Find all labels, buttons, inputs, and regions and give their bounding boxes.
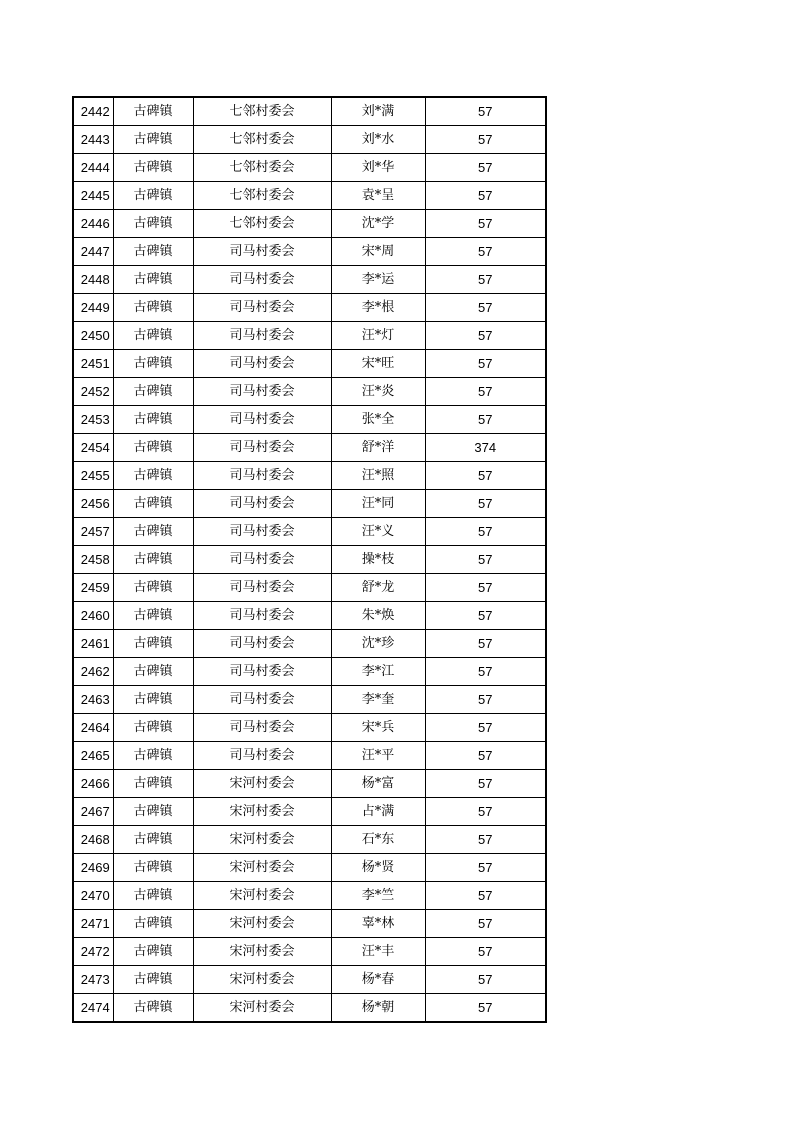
town-cell: 古碑镇: [113, 602, 193, 630]
person-name-cell: 沈*学: [331, 210, 425, 238]
village-cell: 宋河村委会: [193, 882, 331, 910]
village-cell: 司马村委会: [193, 238, 331, 266]
person-name-cell: 李*江: [331, 658, 425, 686]
village-cell: 司马村委会: [193, 434, 331, 462]
person-name-cell: 占*满: [331, 798, 425, 826]
town-cell: 古碑镇: [113, 882, 193, 910]
row-number-cell: 2466: [73, 770, 113, 798]
row-number-cell: 2453: [73, 406, 113, 434]
row-number-cell: 2472: [73, 938, 113, 966]
town-cell: 古碑镇: [113, 154, 193, 182]
table-row: [73, 518, 546, 546]
row-number-cell: 2471: [73, 910, 113, 938]
table-row: [73, 742, 546, 770]
amount-cell: 57: [425, 350, 546, 378]
village-cell: 司马村委会: [193, 714, 331, 742]
person-name-cell: 宋*周: [331, 238, 425, 266]
village-cell: 宋河村委会: [193, 938, 331, 966]
town-cell: 古碑镇: [113, 266, 193, 294]
town-cell: 古碑镇: [113, 294, 193, 322]
town-cell: 古碑镇: [113, 798, 193, 826]
village-cell: 七邻村委会: [193, 154, 331, 182]
person-name-cell: 宋*旺: [331, 350, 425, 378]
town-cell: 古碑镇: [113, 938, 193, 966]
row-number-cell: 2459: [73, 574, 113, 602]
village-cell: 司马村委会: [193, 406, 331, 434]
village-cell: 司马村委会: [193, 602, 331, 630]
village-cell: 司马村委会: [193, 462, 331, 490]
village-cell: 司马村委会: [193, 294, 331, 322]
table-row: [73, 602, 546, 630]
row-number-cell: 2460: [73, 602, 113, 630]
table-row: [73, 294, 546, 322]
town-cell: 古碑镇: [113, 910, 193, 938]
town-cell: 古碑镇: [113, 462, 193, 490]
row-number-cell: 2469: [73, 854, 113, 882]
amount-cell: 57: [425, 602, 546, 630]
amount-cell: 57: [425, 882, 546, 910]
amount-cell: 57: [425, 630, 546, 658]
table-body: [73, 97, 546, 1022]
person-name-cell: 李*奎: [331, 686, 425, 714]
table-row: [73, 266, 546, 294]
village-cell: 司马村委会: [193, 546, 331, 574]
town-cell: 古碑镇: [113, 126, 193, 154]
table-row: [73, 854, 546, 882]
amount-cell: 57: [425, 546, 546, 574]
village-cell: 宋河村委会: [193, 854, 331, 882]
amount-cell: 57: [425, 378, 546, 406]
amount-cell: 57: [425, 126, 546, 154]
row-number-cell: 2452: [73, 378, 113, 406]
table-row: [73, 686, 546, 714]
village-cell: 司马村委会: [193, 518, 331, 546]
town-cell: 古碑镇: [113, 546, 193, 574]
village-cell: 司马村委会: [193, 658, 331, 686]
row-number-cell: 2443: [73, 126, 113, 154]
row-number-cell: 2457: [73, 518, 113, 546]
row-number-cell: 2442: [73, 97, 113, 126]
table-row: [73, 210, 546, 238]
row-number-cell: 2470: [73, 882, 113, 910]
table-row: [73, 798, 546, 826]
village-cell: 司马村委会: [193, 630, 331, 658]
town-cell: 古碑镇: [113, 350, 193, 378]
town-cell: 古碑镇: [113, 658, 193, 686]
person-name-cell: 李*竺: [331, 882, 425, 910]
village-cell: 司马村委会: [193, 490, 331, 518]
person-name-cell: 杨*富: [331, 770, 425, 798]
table-row: [73, 910, 546, 938]
person-name-cell: 张*全: [331, 406, 425, 434]
table-row: [73, 238, 546, 266]
amount-cell: 57: [425, 714, 546, 742]
town-cell: 古碑镇: [113, 686, 193, 714]
person-name-cell: 刘*满: [331, 97, 425, 126]
row-number-cell: 2447: [73, 238, 113, 266]
person-name-cell: 杨*贤: [331, 854, 425, 882]
table-row: [73, 882, 546, 910]
amount-cell: 57: [425, 97, 546, 126]
amount-cell: 57: [425, 182, 546, 210]
row-number-cell: 2473: [73, 966, 113, 994]
row-number-cell: 2467: [73, 798, 113, 826]
village-cell: 司马村委会: [193, 574, 331, 602]
amount-cell: 57: [425, 210, 546, 238]
table-row: [73, 322, 546, 350]
person-name-cell: 沈*珍: [331, 630, 425, 658]
person-name-cell: 杨*春: [331, 966, 425, 994]
person-name-cell: 汪*同: [331, 490, 425, 518]
row-number-cell: 2461: [73, 630, 113, 658]
person-name-cell: 操*枝: [331, 546, 425, 574]
row-number-cell: 2446: [73, 210, 113, 238]
village-cell: 司马村委会: [193, 266, 331, 294]
amount-cell: 57: [425, 294, 546, 322]
town-cell: 古碑镇: [113, 490, 193, 518]
person-name-cell: 舒*龙: [331, 574, 425, 602]
town-cell: 古碑镇: [113, 434, 193, 462]
village-cell: 七邻村委会: [193, 182, 331, 210]
village-cell: 司马村委会: [193, 350, 331, 378]
amount-cell: 57: [425, 742, 546, 770]
row-number-cell: 2463: [73, 686, 113, 714]
village-cell: 宋河村委会: [193, 910, 331, 938]
town-cell: 古碑镇: [113, 742, 193, 770]
table-row: [73, 658, 546, 686]
village-cell: 宋河村委会: [193, 994, 331, 1023]
row-number-cell: 2465: [73, 742, 113, 770]
village-cell: 七邻村委会: [193, 210, 331, 238]
row-number-cell: 2464: [73, 714, 113, 742]
person-name-cell: 宋*兵: [331, 714, 425, 742]
village-cell: 宋河村委会: [193, 770, 331, 798]
amount-cell: 57: [425, 798, 546, 826]
table-row: [73, 574, 546, 602]
person-name-cell: 舒*洋: [331, 434, 425, 462]
amount-cell: 57: [425, 854, 546, 882]
amount-cell: 374: [425, 434, 546, 462]
town-cell: 古碑镇: [113, 770, 193, 798]
town-cell: 古碑镇: [113, 630, 193, 658]
row-number-cell: 2444: [73, 154, 113, 182]
person-name-cell: 刘*水: [331, 126, 425, 154]
amount-cell: 57: [425, 658, 546, 686]
table-row: [73, 154, 546, 182]
table-row: [73, 490, 546, 518]
village-cell: 宋河村委会: [193, 966, 331, 994]
amount-cell: 57: [425, 938, 546, 966]
table-row: [73, 714, 546, 742]
person-name-cell: 朱*焕: [331, 602, 425, 630]
town-cell: 古碑镇: [113, 378, 193, 406]
town-cell: 古碑镇: [113, 406, 193, 434]
person-name-cell: 李*根: [331, 294, 425, 322]
person-name-cell: 汪*平: [331, 742, 425, 770]
table-row: [73, 826, 546, 854]
row-number-cell: 2474: [73, 994, 113, 1023]
table-row: [73, 97, 546, 126]
town-cell: 古碑镇: [113, 182, 193, 210]
row-number-cell: 2451: [73, 350, 113, 378]
village-cell: 宋河村委会: [193, 798, 331, 826]
town-cell: 古碑镇: [113, 238, 193, 266]
village-cell: 七邻村委会: [193, 97, 331, 126]
amount-cell: 57: [425, 238, 546, 266]
amount-cell: 57: [425, 966, 546, 994]
town-cell: 古碑镇: [113, 322, 193, 350]
town-cell: 古碑镇: [113, 210, 193, 238]
table-row: [73, 994, 546, 1023]
amount-cell: 57: [425, 518, 546, 546]
amount-cell: 57: [425, 406, 546, 434]
table-row: [73, 630, 546, 658]
person-name-cell: 杨*朝: [331, 994, 425, 1023]
village-cell: 司马村委会: [193, 742, 331, 770]
amount-cell: 57: [425, 154, 546, 182]
amount-cell: 57: [425, 490, 546, 518]
table-row: [73, 126, 546, 154]
table-row: [73, 546, 546, 574]
amount-cell: 57: [425, 910, 546, 938]
village-cell: 司马村委会: [193, 378, 331, 406]
person-name-cell: 汪*炎: [331, 378, 425, 406]
amount-cell: 57: [425, 322, 546, 350]
town-cell: 古碑镇: [113, 854, 193, 882]
person-name-cell: 汪*丰: [331, 938, 425, 966]
row-number-cell: 2448: [73, 266, 113, 294]
table-row: [73, 406, 546, 434]
amount-cell: 57: [425, 770, 546, 798]
table-row: [73, 434, 546, 462]
row-number-cell: 2462: [73, 658, 113, 686]
person-name-cell: 汪*义: [331, 518, 425, 546]
person-name-cell: 刘*华: [331, 154, 425, 182]
row-number-cell: 2454: [73, 434, 113, 462]
row-number-cell: 2449: [73, 294, 113, 322]
row-number-cell: 2455: [73, 462, 113, 490]
village-cell: 七邻村委会: [193, 126, 331, 154]
person-name-cell: 李*运: [331, 266, 425, 294]
table-row: [73, 938, 546, 966]
row-number-cell: 2450: [73, 322, 113, 350]
row-number-cell: 2468: [73, 826, 113, 854]
table-row: [73, 462, 546, 490]
amount-cell: 57: [425, 826, 546, 854]
village-cell: 司马村委会: [193, 322, 331, 350]
table-row: [73, 350, 546, 378]
row-number-cell: 2456: [73, 490, 113, 518]
town-cell: 古碑镇: [113, 826, 193, 854]
town-cell: 古碑镇: [113, 994, 193, 1023]
subsidy-list-table: [72, 96, 547, 1023]
table-row: [73, 182, 546, 210]
person-name-cell: 汪*灯: [331, 322, 425, 350]
table-row: [73, 378, 546, 406]
table-row: [73, 966, 546, 994]
amount-cell: 57: [425, 462, 546, 490]
town-cell: 古碑镇: [113, 714, 193, 742]
person-name-cell: 辜*林: [331, 910, 425, 938]
amount-cell: 57: [425, 994, 546, 1023]
town-cell: 古碑镇: [113, 966, 193, 994]
person-name-cell: 汪*照: [331, 462, 425, 490]
amount-cell: 57: [425, 574, 546, 602]
village-cell: 宋河村委会: [193, 826, 331, 854]
table-row: [73, 770, 546, 798]
town-cell: 古碑镇: [113, 574, 193, 602]
person-name-cell: 袁*呈: [331, 182, 425, 210]
person-name-cell: 石*东: [331, 826, 425, 854]
amount-cell: 57: [425, 686, 546, 714]
amount-cell: 57: [425, 266, 546, 294]
town-cell: 古碑镇: [113, 518, 193, 546]
row-number-cell: 2445: [73, 182, 113, 210]
town-cell: 古碑镇: [113, 97, 193, 126]
village-cell: 司马村委会: [193, 686, 331, 714]
row-number-cell: 2458: [73, 546, 113, 574]
